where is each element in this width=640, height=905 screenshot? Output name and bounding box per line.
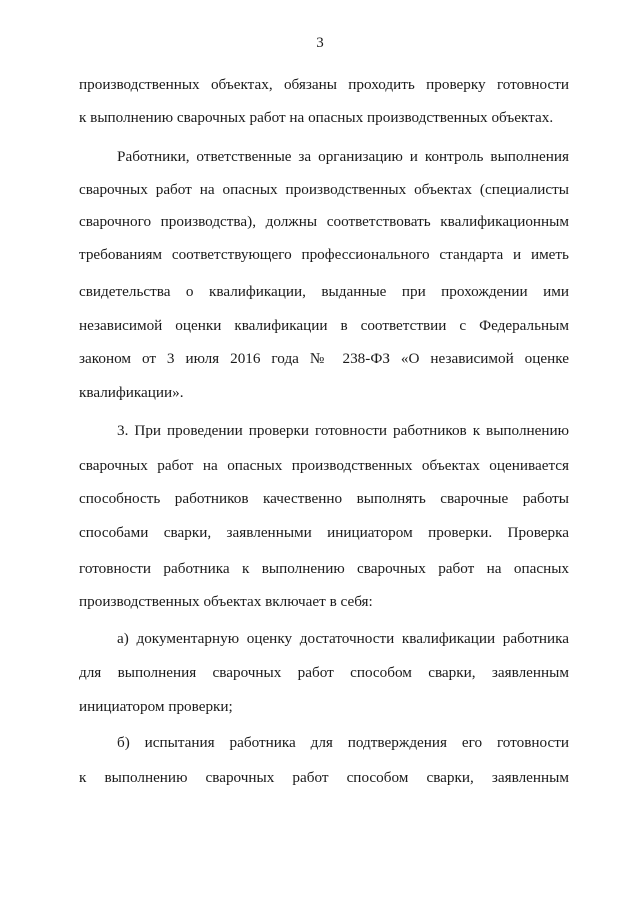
text-line: к выполнению сварочных работ на опасных производственных объектах.	[79, 109, 554, 126]
text-line: законом от 3 июля 2016 года № 238-ФЗ «О независимой оценке	[79, 350, 569, 367]
text-line: независимой оценки квалификации в соответствии с Федеральным	[79, 317, 569, 334]
text-line: инициатором проверки;	[79, 698, 233, 715]
text-line: способами сварки, заявленными инициатором проверки. Проверка	[79, 524, 569, 541]
text-line: сварочных работ на опасных производственных объектах (специалисты	[79, 181, 569, 198]
text-line: требованиям соответствующего профессионального стандарта и иметь	[79, 246, 569, 263]
page-number: 3	[316, 35, 324, 51]
list-item-b-start: б) испытания работника для подтверждения его готовности	[117, 734, 569, 751]
text-line: к выполнению сварочных работ способом сварки, заявленным	[79, 769, 569, 786]
text-line: сварочных работ на опасных производственных объектах оценивается	[79, 457, 569, 474]
text-line: сварочного производства), должны соответствовать квалификационным	[79, 213, 569, 230]
text-line: способность работников качественно выполнять сварочные работы	[79, 490, 569, 507]
text-line: квалификации».	[79, 384, 184, 401]
list-item-a-start: а) документарную оценку достаточности квалификации работника	[117, 630, 569, 647]
text-line: производственных объектах, обязаны проходить проверку готовности	[79, 76, 569, 93]
paragraph-start-line: 3. При проведении проверки готовности работников к выполнению	[117, 422, 569, 439]
paragraph-start-line: Работники, ответственные за организацию и контроль выполнения	[117, 148, 569, 165]
text-line: готовности работника к выполнению сварочных работ на опасных	[79, 560, 569, 577]
text-line: производственных объектах включает в себя:	[79, 593, 373, 610]
text-line: свидетельства о квалификации, выданные при прохождении ими	[79, 283, 569, 300]
text-line: для выполнения сварочных работ способом сварки, заявленным	[79, 664, 569, 681]
